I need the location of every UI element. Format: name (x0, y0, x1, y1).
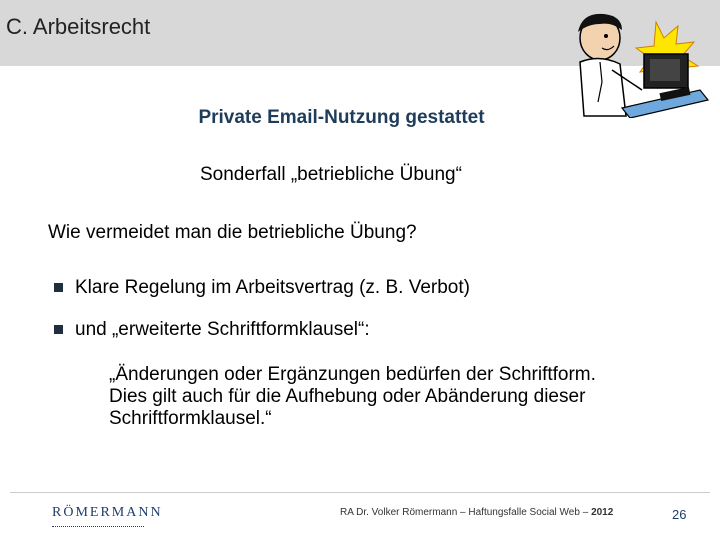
slide-subtitle: Private Email-Nutzung gestattet (198, 107, 485, 128)
footer-author: RA Dr. Volker Römermann – Haftungsfalle Social Web – (340, 507, 589, 518)
company-logo (52, 505, 163, 527)
quote-line: Schriftformklausel.“ (109, 408, 272, 429)
footer-divider (10, 492, 710, 493)
bullet-text: Klare Regelung im Arbeitsvertrag (z. B. Verbot) (75, 277, 470, 298)
logo-underline (52, 524, 144, 527)
man-at-computer-clipart-icon (560, 12, 710, 118)
slide-section-title: C. Arbeitsrecht (6, 14, 151, 39)
square-bullet-icon (54, 325, 63, 334)
logo-text: RÖMERMANN (52, 505, 163, 520)
footer-credit (340, 507, 613, 518)
page-number: 26 (672, 507, 687, 522)
square-bullet-icon (54, 283, 63, 292)
question-text: Wie vermeidet man die betriebliche Übung? (48, 222, 417, 243)
quote-line: Dies gilt auch für die Aufhebung oder Abänderung dieser (109, 386, 586, 407)
clause-quote (109, 364, 699, 430)
bullet-text: und „erweiterte Schriftformklausel“: (75, 319, 370, 340)
footer-year: 2012 (591, 507, 614, 518)
quote-line: „Änderungen oder Ergänzungen bedürfen der Schriftform. (109, 364, 596, 385)
special-case-heading: Sonderfall „betriebliche Übung“ (200, 164, 462, 185)
